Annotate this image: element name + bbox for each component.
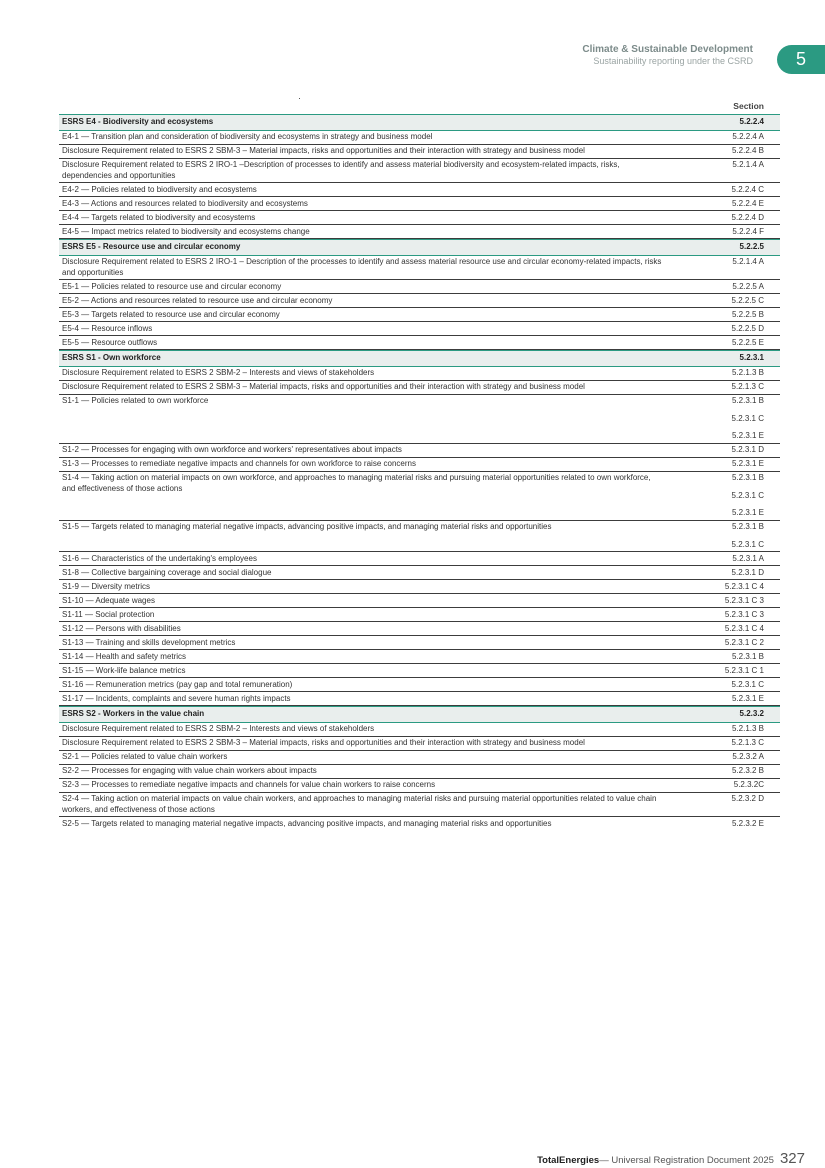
row-label: S2-2 — Processes for engaging with value chain workers about impacts: [62, 766, 317, 775]
section-ref: 5.2.3.1 B: [731, 651, 764, 661]
row-label: Disclosure Requirement related to ESRS 2 SBM-3 – Material impacts, risks and opportunities and their interaction with strategy and business model: [62, 382, 585, 391]
table-row: [59, 692, 780, 706]
footer-document: — Universal Registration Document 2025: [599, 1155, 774, 1166]
table-row: [59, 444, 780, 458]
section-ref: 5.2.2.5 D: [731, 323, 764, 333]
row-section: [704, 294, 780, 307]
row-section: [704, 751, 780, 764]
row-label: S2-5 — Targets related to managing material negative impacts, advancing positive impacts, and managing material risks and opportunities: [62, 818, 552, 828]
row-section: [704, 367, 780, 380]
row-section: [704, 678, 780, 691]
section-ref: 5.2.3.1 C: [731, 539, 764, 549]
table-row: [59, 159, 780, 184]
row-section: [704, 225, 780, 238]
table-row: [59, 580, 780, 594]
row-section: [704, 793, 780, 817]
row-label: Disclosure Requirement related to ESRS 2 SBM-3 – Material impacts, risks and opportunities and their interaction with strategy and business model: [62, 738, 585, 747]
row-section: [704, 256, 780, 280]
table-row: [59, 552, 780, 566]
section-ref: 5.2.3.1 C 1: [724, 665, 764, 675]
footer-company: TotalEnergies: [537, 1155, 600, 1166]
table-group-row: [59, 114, 780, 131]
row-section: [704, 552, 780, 565]
section-ref: 5.2.1.3 C: [731, 382, 764, 391]
section-ref: 5.2.1.3 C: [731, 738, 764, 747]
section-ref: 5.2.2.4 A: [732, 132, 764, 141]
page-number: 327: [779, 1150, 805, 1167]
row-label: E4-5 — Impact metrics related to biodiversity and ecosystems change: [62, 226, 310, 236]
row-section: [704, 322, 780, 335]
row-label: ESRS E4 - Biodiversity and ecosystems: [62, 117, 214, 126]
row-section: [704, 521, 780, 552]
row-label: Disclosure Requirement related to ESRS 2 SBM-3 – Material impacts, risks and opportunities and their interaction with strategy and business model: [62, 146, 585, 155]
section-ref: 5.2.2.5 E: [731, 337, 764, 347]
row-label: S2-3 — Processes to remediate negative impacts and channels for value chain workers to raise concerns: [62, 780, 436, 789]
section-ref: 5.2.3.2 D: [731, 794, 764, 803]
row-label: S1-10 — Adequate wages: [62, 595, 155, 605]
section-ref: 5.2.3.1 D: [731, 445, 764, 454]
row-label: E5-2 — Actions and resources related to resource use and circular economy: [62, 295, 333, 305]
row-section: [704, 723, 780, 736]
row-label: Disclosure Requirement related to ESRS 2 SBM-2 – Interests and views of stakeholders: [62, 724, 375, 733]
row-label: S1-9 — Diversity metrics: [62, 581, 151, 591]
section-ref: 5.2.3.1 E: [731, 693, 764, 703]
table-group-row: [59, 239, 780, 256]
section-ref: 5.2.3.2 A: [732, 752, 764, 761]
table-row: [59, 472, 780, 521]
section-ref: 5.2.3.1 C: [731, 490, 764, 500]
row-label: S1-12 — Persons with disabilities: [62, 623, 181, 633]
section-ref: 5.2.3.1 C 3: [724, 609, 764, 619]
row-section: [704, 692, 780, 705]
row-section: [704, 664, 780, 677]
section-ref: 5.2.2.5 C: [731, 295, 764, 305]
row-section: [704, 608, 780, 621]
table-row: [59, 521, 780, 553]
table-row: [59, 678, 780, 692]
row-label: S1-11 — Social protection: [62, 609, 155, 619]
table-row: [59, 131, 780, 145]
table-row: [59, 336, 780, 350]
row-label: S1-14 — Health and safety metrics: [62, 651, 187, 661]
row-section: [704, 737, 780, 750]
section-ref: 5.2.3.1 C 3: [724, 595, 764, 605]
table-row: [59, 367, 780, 381]
row-section: [704, 197, 780, 210]
section-ref: 5.2.2.5 A: [732, 281, 764, 291]
table-row: [59, 793, 780, 818]
section-ref: 5.2.3.1 B: [731, 473, 764, 482]
section-ref: 5.2.2.4 E: [731, 198, 764, 208]
row-label: Disclosure Requirement related to ESRS 2 IRO-1 –Description of processes to identify and assess material biodiversity and ecosystem-related impacts, risks, dependencies and opportunities: [62, 160, 620, 180]
header-title: Climate & Sustainable Development: [582, 44, 753, 55]
section-ref: 5.2.2.5 B: [731, 309, 764, 319]
row-section: [704, 458, 780, 471]
row-label: E5-5 — Resource outflows: [62, 337, 158, 347]
section-ref: 5.2.3.1 C 4: [724, 623, 764, 633]
row-section: [704, 381, 780, 394]
row-label: E4-1 — Transition plan and consideration of biodiversity and ecosystems in strategy and business model: [62, 132, 433, 141]
table-row: [59, 765, 780, 779]
row-label: E4-4 — Targets related to biodiversity and ecosystems: [62, 212, 256, 222]
header-subtitle: Sustainability reporting under the CSRD: [593, 56, 753, 66]
table-row: [59, 664, 780, 678]
running-header: [582, 44, 753, 67]
table-row: [59, 225, 780, 239]
section-ref: 5.2.3.2 B: [731, 766, 764, 775]
row-section: [704, 308, 780, 321]
row-section: [704, 351, 780, 366]
row-label: Disclosure Requirement related to ESRS 2 IRO-1 – Description of the processes to identify and assess material resource use and circular economy-related impacts, risks and opportunities: [62, 257, 662, 277]
row-label: S1-16 — Remuneration metrics (pay gap and total remuneration): [62, 679, 293, 689]
row-section: [704, 636, 780, 649]
section-ref: 5.2.2.4: [739, 117, 764, 126]
row-label: ESRS S1 - Own workforce: [62, 353, 161, 362]
table-group-row: [59, 350, 780, 367]
section-ref: 5.2.2.4 F: [732, 226, 764, 236]
section-ref: 5.2.3.2 E: [731, 818, 764, 828]
row-section: [704, 395, 780, 443]
section-ref: 5.2.2.5: [739, 242, 764, 251]
table-row: [59, 594, 780, 608]
section-ref: 5.2.3.1 E: [731, 508, 764, 517]
row-label: E4-3 — Actions and resources related to biodiversity and ecosystems: [62, 198, 308, 208]
row-section: [704, 240, 780, 255]
table-row: [59, 608, 780, 622]
section-ref: 5.2.1.3 B: [731, 368, 764, 377]
page-footer: [537, 1150, 805, 1167]
row-label: S1-15 — Work-life balance metrics: [62, 665, 186, 675]
table-row: [59, 395, 780, 444]
row-section: [704, 594, 780, 607]
section-ref: 5.2.3.1 C: [731, 679, 764, 689]
row-label: S1-6 — Characteristics of the undertaking's employees: [62, 553, 257, 563]
row-section: [704, 650, 780, 663]
row-label: S1-13 — Training and skills development metrics: [62, 637, 236, 647]
row-section: [704, 145, 780, 158]
cross-reference-table: [59, 98, 780, 830]
chapter-tab: 5: [777, 45, 825, 74]
section-ref: 5.2.3.1 C: [731, 413, 764, 423]
table-row: [59, 381, 780, 395]
table-group-row: [59, 706, 780, 723]
row-section: [704, 444, 780, 457]
table-row: [59, 622, 780, 636]
row-section: [704, 472, 780, 520]
section-ref: 5.2.3.1 A: [732, 553, 764, 563]
row-section: [704, 211, 780, 224]
table-row: [59, 636, 780, 650]
section-ref: 5.2.2.4 D: [731, 212, 764, 222]
table-row: [59, 817, 780, 830]
table-row: [59, 280, 780, 294]
table-row: [59, 308, 780, 322]
table-row: [59, 145, 780, 159]
row-label: S1-2 — Processes for engaging with own workforce and workers' representatives about impacts: [62, 445, 402, 454]
table-row: [59, 197, 780, 211]
table-row: [59, 294, 780, 308]
row-label: S2-1 — Policies related to value chain workers: [62, 752, 228, 761]
row-label: S1-8 — Collective bargaining coverage and social dialogue: [62, 567, 272, 577]
section-ref: 5.2.2.4 B: [731, 146, 764, 155]
section-ref: 5.2.1.4 A: [732, 257, 764, 266]
table-row: [59, 256, 780, 281]
table-row: [59, 322, 780, 336]
row-label: S2-4 — Taking action on material impacts on value chain workers, and approaches to managing material risks and pursuing material opportunities related to value chain workers, and effectiveness of those actions: [62, 794, 657, 814]
row-label: S1-3 — Processes to remediate negative impacts and channels for own workforce to raise concerns: [62, 459, 416, 468]
section-ref: 5.2.3.1 C 2: [724, 637, 764, 647]
table-row: [59, 751, 780, 765]
row-section: [704, 765, 780, 778]
table-row: [59, 779, 780, 793]
row-section: [704, 707, 780, 722]
section-ref: 5.2.3.1 D: [731, 567, 764, 577]
row-label: E4-2 — Policies related to biodiversity and ecosystems: [62, 184, 257, 194]
section-ref: 5.2.3.2: [739, 709, 764, 718]
row-label: E5-1 — Policies related to resource use and circular economy: [62, 281, 282, 291]
row-section: [704, 159, 780, 183]
row-section: [704, 779, 780, 792]
row-section: [704, 336, 780, 349]
table-row: [59, 458, 780, 472]
row-section: [704, 566, 780, 579]
row-label: S1-5 — Targets related to managing material negative impacts, advancing positive impacts, and managing material risks and opportunities: [62, 522, 552, 531]
section-ref: 5.2.3.1 B: [731, 522, 764, 531]
section-column-header: Section: [733, 101, 764, 111]
section-ref: 5.2.2.4 C: [731, 184, 764, 194]
row-section: [704, 817, 780, 830]
section-ref: 5.2.3.1 C 4: [724, 581, 764, 591]
row-label: E5-4 — Resource inflows: [62, 323, 153, 333]
row-section: [704, 131, 780, 144]
row-label: S1-1 — Policies related to own workforce: [62, 396, 209, 405]
section-ref: 5.2.3.2C: [733, 780, 764, 789]
table-row: [59, 566, 780, 580]
section-ref: 5.2.1.3 B: [731, 724, 764, 733]
row-label: S1-17 — Incidents, complaints and severe human rights impacts: [62, 693, 291, 703]
row-section: [704, 115, 780, 130]
row-label: Disclosure Requirement related to ESRS 2 SBM-2 – Interests and views of stakeholders: [62, 368, 375, 377]
table-row: [59, 183, 780, 197]
row-label: ESRS E5 - Resource use and circular economy: [62, 242, 241, 251]
section-ref: 5.2.3.1: [739, 353, 764, 362]
section-ref: 5.2.1.4 A: [732, 160, 764, 169]
table-row: [59, 211, 780, 225]
table-body: [59, 114, 780, 830]
row-label: E5-3 — Targets related to resource use and circular economy: [62, 309, 280, 319]
row-section: [704, 580, 780, 593]
section-ref: 5.2.3.1 E: [731, 431, 764, 440]
table-row: [59, 650, 780, 664]
row-section: [704, 280, 780, 293]
section-ref: 5.2.3.1 B: [731, 396, 764, 405]
table-row: [59, 737, 780, 751]
section-ref: 5.2.3.1 E: [731, 459, 764, 468]
table-row: [59, 723, 780, 737]
row-label: S1-4 — Taking action on material impacts on own workforce, and approaches to managing material risks and pursuing material opportunities related to own workforce, and effectiveness of those actions: [62, 473, 651, 493]
row-label: ESRS S2 - Workers in the value chain: [62, 709, 205, 718]
row-section: [704, 183, 780, 196]
row-section: [704, 622, 780, 635]
